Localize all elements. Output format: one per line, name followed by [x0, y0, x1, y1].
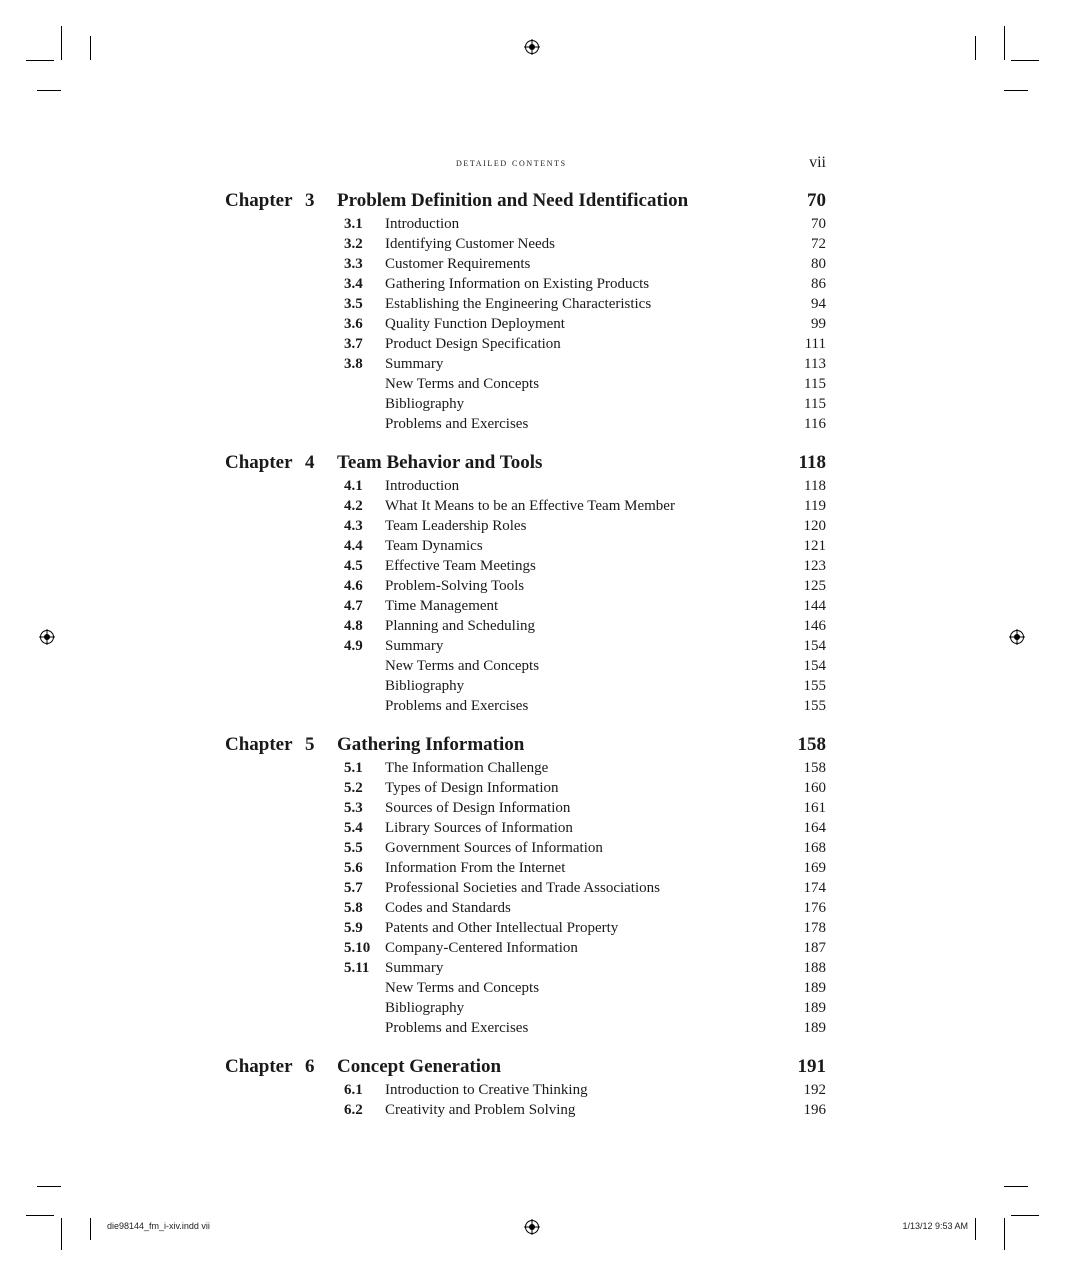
- crop-mark: [1004, 90, 1028, 91]
- section-title: Bibliography: [385, 678, 465, 694]
- section-number: 3.3: [344, 256, 363, 272]
- toc-entry: [0, 696, 1065, 716]
- toc-entry: [0, 838, 1065, 858]
- crop-mark: [61, 1218, 62, 1250]
- section-title: Types of Design Information: [385, 780, 559, 796]
- chapter-label: Chapter: [225, 1056, 293, 1077]
- chapter-heading: [0, 452, 1065, 476]
- section-page: 176: [803, 900, 826, 916]
- chapter-block: [0, 452, 1065, 716]
- toc-entry: [0, 556, 1065, 576]
- chapter-heading: [0, 190, 1065, 214]
- section-number: 6.2: [344, 1102, 363, 1118]
- section-page: 154: [803, 638, 826, 654]
- section-number: 6.1: [344, 1082, 363, 1098]
- section-title: Effective Team Meetings: [385, 558, 536, 574]
- section-title: Company-Centered Information: [385, 940, 578, 956]
- section-title: Customer Requirements: [385, 256, 531, 272]
- section-page: 111: [804, 336, 826, 352]
- section-title: New Terms and Concepts: [385, 376, 540, 392]
- section-title: Problems and Exercises: [385, 416, 529, 432]
- section-title: Sources of Design Information: [385, 800, 571, 816]
- section-number: 3.4: [344, 276, 363, 292]
- section-page: 154: [803, 658, 826, 674]
- section-title: Gathering Information on Existing Products: [385, 276, 650, 292]
- toc-entry: [0, 354, 1065, 374]
- section-number: 3.5: [344, 296, 363, 312]
- section-number: 5.10: [344, 940, 371, 956]
- section-title: Introduction to Creative Thinking: [385, 1082, 588, 1098]
- section-title: Summary: [385, 638, 444, 654]
- toc-entry: [0, 818, 1065, 838]
- section-number: 3.6: [344, 316, 363, 332]
- section-title: New Terms and Concepts: [385, 658, 540, 674]
- toc-entry: [0, 758, 1065, 778]
- section-title: Codes and Standards: [385, 900, 511, 916]
- section-number: 5.1: [344, 760, 363, 776]
- crop-mark: [1004, 1186, 1028, 1187]
- section-page: 86: [811, 276, 826, 292]
- running-title: detailed contents: [456, 157, 567, 169]
- chapter-page: 191: [797, 1056, 826, 1077]
- crop-mark: [26, 1215, 54, 1216]
- chapter-block: [0, 190, 1065, 434]
- chapter-block: [0, 1056, 1065, 1120]
- section-page: 115: [804, 376, 826, 392]
- toc-entry: [0, 496, 1065, 516]
- section-number: 3.7: [344, 336, 363, 352]
- crop-mark: [1004, 1218, 1005, 1250]
- registration-mark-icon: [524, 39, 540, 55]
- toc-entry: [0, 1080, 1065, 1100]
- section-title: Introduction: [385, 478, 460, 494]
- section-title: Team Leadership Roles: [385, 518, 527, 534]
- crop-mark: [61, 26, 62, 60]
- toc-entry: [0, 1018, 1065, 1038]
- toc-entry: [0, 636, 1065, 656]
- section-page: 196: [803, 1102, 826, 1118]
- chapter-number: 3: [305, 190, 315, 211]
- section-number: 5.8: [344, 900, 363, 916]
- toc-entry: [0, 414, 1065, 434]
- toc-entry: [0, 958, 1065, 978]
- chapter-title: Concept Generation: [337, 1056, 502, 1077]
- section-page: 189: [803, 980, 826, 996]
- section-number: 4.1: [344, 478, 363, 494]
- section-number: 3.8: [344, 356, 363, 372]
- chapter-title: Problem Definition and Need Identification: [337, 190, 689, 211]
- section-page: 70: [811, 216, 826, 232]
- toc-entry: [0, 998, 1065, 1018]
- section-page: 116: [804, 416, 826, 432]
- section-page: 164: [803, 820, 826, 836]
- section-number: 5.9: [344, 920, 363, 936]
- section-page: 189: [803, 1000, 826, 1016]
- toc-entry: [0, 1100, 1065, 1120]
- section-title: Team Dynamics: [385, 538, 483, 554]
- toc-entry: [0, 254, 1065, 274]
- toc-entry: [0, 274, 1065, 294]
- toc-entry: [0, 676, 1065, 696]
- toc-entry: [0, 938, 1065, 958]
- section-number: 5.7: [344, 880, 363, 896]
- section-number: 4.7: [344, 598, 363, 614]
- chapter-page: 118: [798, 452, 826, 473]
- section-page: 188: [803, 960, 826, 976]
- toc-entry: [0, 374, 1065, 394]
- crop-mark: [975, 36, 976, 60]
- section-page: 187: [803, 940, 826, 956]
- section-page: 160: [803, 780, 826, 796]
- section-number: 3.1: [344, 216, 363, 232]
- toc-entry: [0, 798, 1065, 818]
- section-page: 168: [803, 840, 826, 856]
- section-title: Library Sources of Information: [385, 820, 573, 836]
- section-page: 80: [811, 256, 826, 272]
- chapter-number: 4: [305, 452, 315, 473]
- table-of-contents: [0, 190, 1065, 1138]
- section-number: 5.3: [344, 800, 363, 816]
- section-title: Identifying Customer Needs: [385, 236, 555, 252]
- chapter-label: Chapter: [225, 190, 293, 211]
- section-title: Product Design Specification: [385, 336, 561, 352]
- section-page: 115: [804, 396, 826, 412]
- toc-entry: [0, 394, 1065, 414]
- section-page: 174: [803, 880, 826, 896]
- toc-entry: [0, 898, 1065, 918]
- section-page: 178: [803, 920, 826, 936]
- section-title: What It Means to be an Effective Team Member: [385, 498, 675, 514]
- toc-entry: [0, 978, 1065, 998]
- crop-mark: [37, 1186, 61, 1187]
- section-number: 5.6: [344, 860, 363, 876]
- section-title: Professional Societies and Trade Associations: [385, 880, 660, 896]
- section-title: Quality Function Deployment: [385, 316, 565, 332]
- section-number: 4.3: [344, 518, 363, 534]
- section-number: 5.2: [344, 780, 363, 796]
- section-page: 118: [804, 478, 826, 494]
- section-page: 146: [803, 618, 826, 634]
- section-number: 5.4: [344, 820, 363, 836]
- section-number: 4.9: [344, 638, 363, 654]
- section-title: Summary: [385, 960, 444, 976]
- section-page: 158: [803, 760, 826, 776]
- crop-mark: [90, 36, 91, 60]
- section-page: 123: [803, 558, 826, 574]
- section-title: Bibliography: [385, 1000, 465, 1016]
- chapter-page: 70: [807, 190, 826, 211]
- section-title: New Terms and Concepts: [385, 980, 540, 996]
- chapter-block: [0, 734, 1065, 1038]
- toc-entry: [0, 234, 1065, 254]
- section-title: Time Management: [385, 598, 499, 614]
- toc-entry: [0, 656, 1065, 676]
- chapter-label: Chapter: [225, 452, 293, 473]
- section-page: 169: [803, 860, 826, 876]
- section-page: 99: [811, 316, 826, 332]
- page-number: vii: [809, 154, 826, 171]
- section-page: 113: [804, 356, 826, 372]
- chapter-label: Chapter: [225, 734, 293, 755]
- section-title: Planning and Scheduling: [385, 618, 535, 634]
- section-page: 161: [803, 800, 826, 816]
- toc-entry: [0, 334, 1065, 354]
- chapter-heading: [0, 1056, 1065, 1080]
- registration-mark-icon: [524, 1219, 540, 1235]
- section-page: 119: [804, 498, 826, 514]
- section-title: Problems and Exercises: [385, 698, 529, 714]
- crop-mark: [975, 1218, 976, 1240]
- crop-mark: [1004, 26, 1005, 60]
- section-page: 155: [803, 678, 826, 694]
- section-number: 4.4: [344, 538, 363, 554]
- section-number: 5.11: [344, 960, 370, 976]
- crop-mark: [90, 1218, 91, 1240]
- toc-entry: [0, 536, 1065, 556]
- section-page: 189: [803, 1020, 826, 1036]
- section-title: Government Sources of Information: [385, 840, 603, 856]
- section-page: 125: [803, 578, 826, 594]
- toc-entry: [0, 516, 1065, 536]
- section-number: 3.2: [344, 236, 363, 252]
- section-number: 4.6: [344, 578, 363, 594]
- section-number: 4.2: [344, 498, 363, 514]
- slug-filename: die98144_fm_i-xiv.indd vii: [107, 1221, 210, 1231]
- chapter-title: Team Behavior and Tools: [337, 452, 543, 473]
- toc-entry: [0, 294, 1065, 314]
- chapter-number: 6: [305, 1056, 315, 1077]
- slug-timestamp: 1/13/12 9:53 AM: [902, 1221, 968, 1231]
- toc-entry: [0, 596, 1065, 616]
- section-title: Bibliography: [385, 396, 465, 412]
- section-title: Introduction: [385, 216, 460, 232]
- crop-mark: [37, 90, 61, 91]
- section-page: 121: [803, 538, 826, 554]
- section-title: Information From the Internet: [385, 860, 566, 876]
- toc-entry: [0, 858, 1065, 878]
- section-title: Creativity and Problem Solving: [385, 1102, 576, 1118]
- section-number: 5.5: [344, 840, 363, 856]
- section-title: The Information Challenge: [385, 760, 549, 776]
- toc-entry: [0, 616, 1065, 636]
- section-title: Problem-Solving Tools: [385, 578, 525, 594]
- section-page: 192: [803, 1082, 826, 1098]
- toc-entry: [0, 576, 1065, 596]
- section-number: 4.8: [344, 618, 363, 634]
- section-page: 120: [803, 518, 826, 534]
- chapter-number: 5: [305, 734, 315, 755]
- section-page: 144: [803, 598, 826, 614]
- section-title: Summary: [385, 356, 444, 372]
- section-title: Problems and Exercises: [385, 1020, 529, 1036]
- section-page: 94: [811, 296, 826, 312]
- toc-entry: [0, 476, 1065, 496]
- section-page: 155: [803, 698, 826, 714]
- section-title: Establishing the Engineering Characteristics: [385, 296, 652, 312]
- chapter-title: Gathering Information: [337, 734, 525, 755]
- toc-entry: [0, 214, 1065, 234]
- toc-entry: [0, 314, 1065, 334]
- toc-entry: [0, 918, 1065, 938]
- chapter-page: 158: [797, 734, 826, 755]
- section-page: 72: [811, 236, 826, 252]
- crop-mark: [1011, 60, 1039, 61]
- chapter-heading: [0, 734, 1065, 758]
- toc-entry: [0, 778, 1065, 798]
- section-title: Patents and Other Intellectual Property: [385, 920, 619, 936]
- crop-mark: [26, 60, 54, 61]
- toc-entry: [0, 878, 1065, 898]
- section-number: 4.5: [344, 558, 363, 574]
- crop-mark: [1011, 1215, 1039, 1216]
